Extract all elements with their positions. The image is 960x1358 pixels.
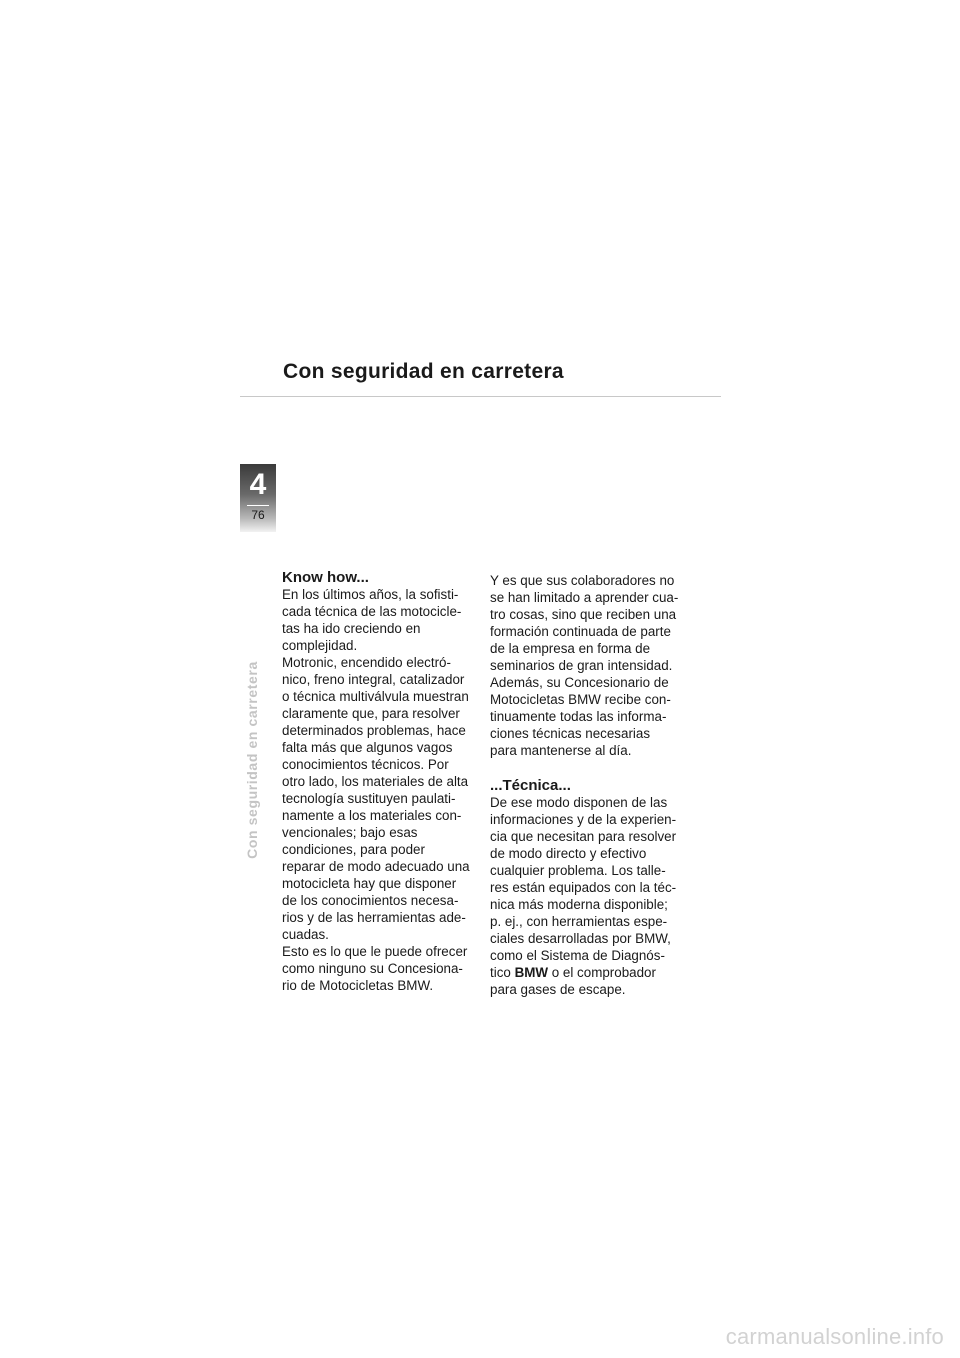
- paragraph-line: formación continuada de parte: [490, 624, 671, 639]
- paragraph-line: rio de Motocicletas BMW.: [282, 978, 434, 993]
- paragraph-line: como ninguno su Concesiona-: [282, 961, 463, 976]
- paragraph-line-with-brand: [490, 964, 690, 981]
- paragraph-line: otro lado, los materiales de alta: [282, 774, 469, 789]
- paragraph-line: Motocicletas BMW recibe con-: [490, 692, 671, 707]
- paragraph-line: rios y de las herramientas ade-: [282, 910, 466, 925]
- paragraph-line: conocimientos técnicos. Por: [282, 757, 449, 772]
- paragraph-line: ciales desarrolladas por BMW,: [490, 931, 671, 946]
- paragraph-line: cualquier problema. Los talle-: [490, 863, 666, 878]
- paragraph-line: tro cosas, sino que reciben una: [490, 607, 677, 622]
- paragraph-line: De ese modo disponen de las: [490, 795, 668, 810]
- paragraph-line: tecnología sustituyen paulati-: [282, 791, 456, 806]
- paragraph-line: p. ej., con herramientas espe-: [490, 914, 668, 929]
- paragraph-line: cada técnica de las motocicle-: [282, 604, 462, 619]
- left-column: [282, 569, 482, 994]
- paragraph-line: reparar de modo adecuado una: [282, 859, 470, 874]
- paragraph-line: o técnica multiválvula muestran: [282, 689, 469, 704]
- paragraph-line: falta más que algunos vagos: [282, 740, 453, 755]
- paragraph-line: motocicleta hay que disponer: [282, 876, 457, 891]
- paragraph-line: como el Sistema de Diagnós-: [490, 948, 665, 963]
- section-heading-tecnica: ...Técnica...: [490, 777, 571, 794]
- paragraph-line: de la empresa en forma de: [490, 641, 651, 656]
- line-text: tico: [490, 965, 515, 980]
- paragraph-line: de los conocimientos necesa-: [282, 893, 459, 908]
- section-heading-know-how: Know how...: [282, 569, 369, 586]
- paragraph-line: de modo directo y efectivo: [490, 846, 647, 861]
- paragraph-line: Esto es lo que le puede ofrecer: [282, 944, 468, 959]
- chapter-divider: [247, 505, 269, 506]
- paragraph-line: nica más moderna disponible;: [490, 897, 668, 912]
- paragraph-line: informaciones y de la experien-: [490, 812, 677, 827]
- paragraph-line: se han limitado a aprender cua-: [490, 590, 679, 605]
- paragraph-line: En los últimos años, la sofisti-: [282, 587, 459, 602]
- paragraph-line: seminarios de gran intensidad.: [490, 658, 673, 673]
- paragraph-line: para gases de escape.: [490, 982, 626, 997]
- paragraph-line: tinuamente todas las informa-: [490, 709, 667, 724]
- paragraph-line: para mantenerse al día.: [490, 743, 632, 758]
- page-number: 76: [251, 508, 265, 522]
- paragraph-line: determinados problemas, hace: [282, 723, 466, 738]
- paragraph-line: cia que necesitan para resolver: [490, 829, 677, 844]
- paragraph-line: condiciones, para poder: [282, 842, 425, 857]
- line-text: o el comprobador: [548, 965, 656, 980]
- paragraph-gap: [490, 759, 690, 777]
- paragraph-line: res están equipados con la téc-: [490, 880, 677, 895]
- paragraph-line: nico, freno integral, catalizador: [282, 672, 465, 687]
- title-divider: [240, 396, 721, 397]
- chapter-number: 4: [249, 468, 267, 501]
- paragraph-line: cuadas.: [282, 927, 329, 942]
- paragraph-line: Y es que sus colaboradores no: [490, 573, 675, 588]
- paragraph-line: complejidad.: [282, 638, 358, 653]
- paragraph-line: tas ha ido creciendo en: [282, 621, 421, 636]
- paragraph-line: ciones técnicas necesarias: [490, 726, 651, 741]
- right-column: [490, 572, 690, 998]
- side-section-label-text: Con seguridad en carretera: [244, 661, 260, 859]
- brand-name: BMW: [514, 965, 549, 980]
- paragraph-line: Además, su Concesionario de: [490, 675, 669, 690]
- paragraph-line: vencionales; bajo esas: [282, 825, 418, 840]
- page-title: Con seguridad en carretera: [283, 360, 564, 383]
- paragraph-line: Motronic, encendido electró-: [282, 655, 451, 670]
- paragraph-line: claramente que, para resolver: [282, 706, 460, 721]
- paragraph-line: namente a los materiales con-: [282, 808, 462, 823]
- chapter-tab: [240, 464, 276, 532]
- watermark: carmanualsonline.info: [725, 1324, 944, 1349]
